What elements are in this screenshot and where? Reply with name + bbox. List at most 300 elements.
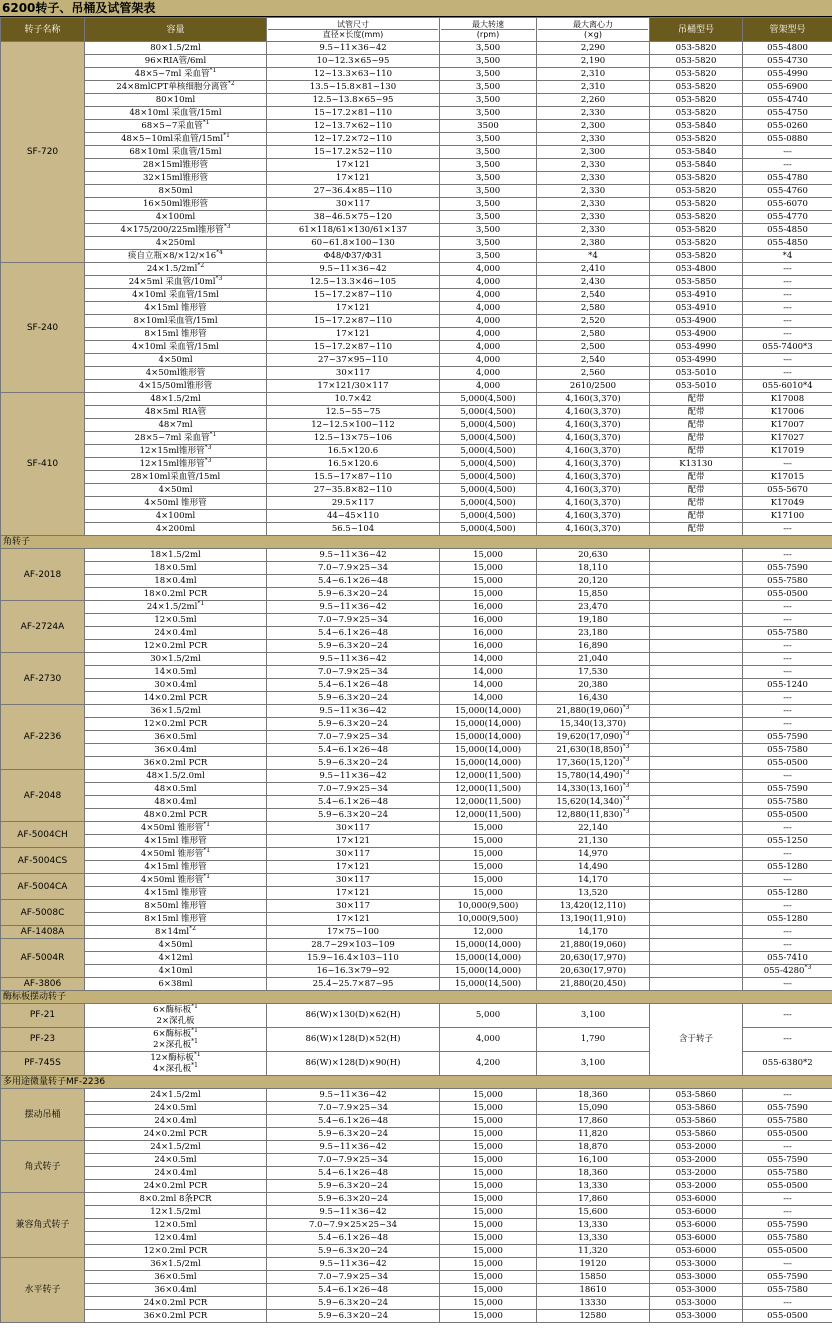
- rack-cell: ---: [743, 900, 832, 913]
- speed-cell: 14,000: [440, 666, 537, 679]
- dimension-cell: 5.4~6.1×26~48: [267, 796, 440, 809]
- speed-cell: 5,000(4,500): [440, 393, 537, 406]
- bucket-cell: [650, 705, 743, 718]
- cell-text: 2×深孔板: [153, 1039, 192, 1050]
- header-row: [1, 18, 832, 42]
- rcf-cell: 14,970: [537, 848, 650, 861]
- bucket-cell: 053-5820: [650, 133, 743, 146]
- speed-cell: 14,000: [440, 653, 537, 666]
- dimension-cell: 86(W)×128(D)×52(H): [267, 1028, 440, 1052]
- bucket-cell: [650, 900, 743, 913]
- speed-cell: 15,000(14,000): [440, 952, 537, 965]
- table-row: [1, 783, 832, 796]
- cell-text: 15,780(14,490): [556, 771, 623, 781]
- speed-cell: 15,000: [440, 822, 537, 835]
- rack-cell: 055-7400*3: [743, 341, 832, 354]
- capacity-line: [86, 1053, 265, 1064]
- bucket-cell: 053-3000: [650, 1297, 743, 1310]
- speed-cell: 16,000: [440, 640, 537, 653]
- bucket-cell: 配带: [650, 510, 743, 523]
- speed-cell: 15,000(14,000): [440, 744, 537, 757]
- rcf-cell: 2,500: [537, 341, 650, 354]
- rack-cell: 055-0880: [743, 133, 832, 146]
- bucket-cell: 053-6000: [650, 1193, 743, 1206]
- bucket-cell: 053-5820: [650, 224, 743, 237]
- rack-cell: [743, 965, 832, 978]
- rotor-name: PF-745S: [1, 1052, 85, 1076]
- speed-cell: 4,000: [440, 1028, 537, 1052]
- rcf-cell: 13,330: [537, 1180, 650, 1193]
- rotor-name: SF-410: [1, 393, 85, 536]
- cell-text: 4×175/200/225ml锥形管: [120, 225, 224, 235]
- header-speed-title: 最大转速: [472, 20, 504, 29]
- rcf-cell: 12580: [537, 1310, 650, 1323]
- capacity-cell: 4×12ml: [85, 952, 267, 965]
- table-row: [1, 679, 832, 692]
- dimension-cell: 12~12.5×100~112: [267, 419, 440, 432]
- rcf-cell: 2,330: [537, 107, 650, 120]
- rcf-cell: 4,160(3,370): [537, 393, 650, 406]
- speed-cell: 15,000: [440, 1271, 537, 1284]
- dimension-cell: 17×121: [267, 887, 440, 900]
- dimension-cell: 5.9~6.3×20~24: [267, 640, 440, 653]
- speed-cell: 15,000(14,000): [440, 731, 537, 744]
- capacity-cell: [85, 926, 267, 939]
- capacity-cell: 12×0.2ml PCR: [85, 640, 267, 653]
- dimension-cell: 60~61.8×100~130: [267, 237, 440, 250]
- rack-cell: 055-1240: [743, 679, 832, 692]
- bucket-cell: [650, 562, 743, 575]
- rack-cell: 055-0500: [743, 1310, 832, 1323]
- footnote-mark: *3: [622, 769, 630, 776]
- rack-cell: 055-4760: [743, 185, 832, 198]
- capacity-cell: 24×0.4ml: [85, 627, 267, 640]
- table-row: [1, 1284, 832, 1297]
- rcf-cell: 14,170: [537, 926, 650, 939]
- rack-cell: ---: [743, 159, 832, 172]
- cell-text: 12×酶标板: [150, 1052, 194, 1063]
- speed-cell: 15,000(14,000): [440, 705, 537, 718]
- footnote-mark: *4: [216, 249, 223, 256]
- rack-cell: 055-6070: [743, 198, 832, 211]
- dimension-cell: 9.5~11×36~42: [267, 42, 440, 55]
- dimension-cell: 15~17.2×87~110: [267, 289, 440, 302]
- rack-cell: 055-7590: [743, 1154, 832, 1167]
- table-row: [1, 302, 832, 315]
- capacity-cell: 36×1.5/2ml: [85, 1258, 267, 1271]
- bucket-cell: 含于转子: [650, 1004, 743, 1076]
- rack-cell: *4: [743, 250, 832, 263]
- dimension-cell: 13.5~15.8×81~130: [267, 81, 440, 94]
- capacity-cell: 4×50ml: [85, 939, 267, 952]
- dimension-cell: 17×121/30×117: [267, 380, 440, 393]
- speed-cell: 15,000(14,000): [440, 757, 537, 770]
- table-row: [1, 770, 832, 783]
- capacity-cell: 30×1.5/2ml: [85, 653, 267, 666]
- dimension-cell: 17×121: [267, 159, 440, 172]
- cell-text: 17,360(15,120): [556, 758, 623, 768]
- table-row: [1, 627, 832, 640]
- rcf-cell: 20,380: [537, 679, 650, 692]
- capacity-cell: 4×15ml 锥形管: [85, 835, 267, 848]
- dimension-cell: 5.4~6.1×26~48: [267, 1167, 440, 1180]
- rcf-cell: 2,330: [537, 198, 650, 211]
- rcf-cell: 2,540: [537, 289, 650, 302]
- rcf-cell: 2,310: [537, 81, 650, 94]
- speed-cell: 5,000(4,500): [440, 510, 537, 523]
- capacity-line: [86, 1016, 265, 1027]
- table-row: [1, 1206, 832, 1219]
- speed-cell: 4,000: [440, 289, 537, 302]
- speed-cell: 3,500: [440, 42, 537, 55]
- rcf-cell: 20,630(17,970): [537, 952, 650, 965]
- footnote-mark: *2: [189, 925, 196, 932]
- speed-cell: 4,000: [440, 315, 537, 328]
- rack-cell: 055-7590: [743, 783, 832, 796]
- table-row: [1, 276, 832, 289]
- dimension-cell: 5.9~6.3×20~24: [267, 757, 440, 770]
- footnote-mark: *2: [197, 262, 205, 269]
- rack-cell: ---: [743, 523, 832, 536]
- capacity-cell: 36×1.5/2ml: [85, 705, 267, 718]
- speed-cell: 3,500: [440, 81, 537, 94]
- footnote-mark: *1: [191, 1027, 198, 1034]
- table-row: [1, 172, 832, 185]
- rotor-name: 兼容角式转子: [1, 1193, 85, 1258]
- bucket-cell: 053-5820: [650, 198, 743, 211]
- dimension-cell: 9.5~11×36~42: [267, 653, 440, 666]
- rack-cell: 055-0500: [743, 588, 832, 601]
- dimension-cell: 16.5×120.6: [267, 445, 440, 458]
- bucket-cell: [650, 874, 743, 887]
- header-rack: 管架型号: [743, 18, 832, 42]
- table-row: [1, 224, 832, 237]
- rcf-cell: 23,470: [537, 601, 650, 614]
- capacity-cell: 4×10ml 采血管/15ml: [85, 289, 267, 302]
- header-rcf-title: 最大离心力: [573, 20, 613, 29]
- dimension-cell: 86(W)×128(D)×90(H): [267, 1052, 440, 1076]
- speed-cell: 15,000: [440, 887, 537, 900]
- capacity-cell: 4×250ml: [85, 237, 267, 250]
- footnote-mark: *3: [622, 756, 630, 763]
- speed-cell: 5,000(4,500): [440, 523, 537, 536]
- header-capacity: 容量: [85, 18, 267, 42]
- dimension-cell: 30×117: [267, 367, 440, 380]
- rack-cell: 055-7580: [743, 627, 832, 640]
- header-rcf-unit: (×g): [538, 29, 648, 39]
- table-row: [1, 68, 832, 81]
- bucket-cell: 053-5860: [650, 1115, 743, 1128]
- capacity-cell: 48×10ml 采血管/15ml: [85, 107, 267, 120]
- bucket-cell: 053-5840: [650, 159, 743, 172]
- capacity-cell: 4×50ml 锥形管: [85, 497, 267, 510]
- bucket-cell: 配带: [650, 523, 743, 536]
- capacity-cell: [85, 601, 267, 614]
- rack-cell: ---: [743, 601, 832, 614]
- dimension-cell: 27~35.8×82~110: [267, 484, 440, 497]
- capacity-cell: 4×50ml: [85, 484, 267, 497]
- rack-cell: 055-7590: [743, 731, 832, 744]
- rack-cell: ---: [743, 1206, 832, 1219]
- table-row: [1, 835, 832, 848]
- rotor-name: AF-2724A: [1, 601, 85, 653]
- section-row: [1, 536, 832, 549]
- rotor-name: AF-2236: [1, 705, 85, 770]
- table-row: [1, 1128, 832, 1141]
- dimension-cell: 7.0~7.9×25~34: [267, 1154, 440, 1167]
- table-row: [1, 1297, 832, 1310]
- table-row: [1, 705, 832, 718]
- rcf-cell: 11,820: [537, 1128, 650, 1141]
- cell-text: 4×50ml 锥形管: [140, 823, 204, 833]
- bucket-cell: [650, 770, 743, 783]
- dimension-cell: 7.0~7.9×25~34: [267, 1271, 440, 1284]
- dimension-cell: 30×117: [267, 198, 440, 211]
- rack-cell: ---: [743, 328, 832, 341]
- capacity-cell: [85, 1004, 267, 1028]
- rcf-cell: 2,330: [537, 159, 650, 172]
- speed-cell: 4,000: [440, 276, 537, 289]
- table-row: [1, 55, 832, 68]
- rack-cell: ---: [743, 367, 832, 380]
- table-row: [1, 549, 832, 562]
- speed-cell: 3,500: [440, 133, 537, 146]
- dimension-cell: 9.5~11×36~42: [267, 770, 440, 783]
- dimension-cell: 5.9~6.3×20~24: [267, 588, 440, 601]
- bucket-cell: 053-5840: [650, 120, 743, 133]
- capacity-cell: [85, 120, 267, 133]
- rack-cell: K17027: [743, 432, 832, 445]
- speed-cell: 4,000: [440, 328, 537, 341]
- header-dimension-title: 试管尺寸: [337, 20, 369, 29]
- rcf-cell: 18610: [537, 1284, 650, 1297]
- bucket-cell: 053-6000: [650, 1245, 743, 1258]
- capacity-cell: 8×0.2ml 8条PCR: [85, 1193, 267, 1206]
- capacity-cell: 4×100ml: [85, 211, 267, 224]
- table-row: [1, 666, 832, 679]
- table-row: [1, 614, 832, 627]
- cell-text: 4×深孔板: [153, 1063, 192, 1074]
- rack-cell: 055-1280: [743, 887, 832, 900]
- dimension-cell: 7.0~7.9×25~34: [267, 614, 440, 627]
- footnote-mark: *3: [622, 782, 630, 789]
- cell-text: 12×15ml锥形管: [139, 459, 205, 469]
- speed-cell: 10,000(9,500): [440, 900, 537, 913]
- rcf-cell: 2,190: [537, 55, 650, 68]
- bucket-cell: K13130: [650, 458, 743, 471]
- dimension-cell: 30×117: [267, 822, 440, 835]
- table-row: [1, 1245, 832, 1258]
- table-row: [1, 1193, 832, 1206]
- bucket-cell: 配带: [650, 484, 743, 497]
- rack-cell: 055-4850: [743, 237, 832, 250]
- table-row: [1, 887, 832, 900]
- capacity-cell: 48×7ml: [85, 419, 267, 432]
- table-row: [1, 653, 832, 666]
- dimension-cell: 12.5~13×75~106: [267, 432, 440, 445]
- rcf-cell: 21,130: [537, 835, 650, 848]
- bucket-cell: 053-5820: [650, 42, 743, 55]
- speed-cell: 3,500: [440, 55, 537, 68]
- bucket-cell: 053-4900: [650, 328, 743, 341]
- header-speed-unit: (rpm): [441, 29, 535, 39]
- rcf-cell: 23,180: [537, 627, 650, 640]
- capacity-cell: 14×0.5ml: [85, 666, 267, 679]
- rcf-cell: 2,310: [537, 68, 650, 81]
- rack-cell: K17049: [743, 497, 832, 510]
- rcf-cell: 16,100: [537, 1154, 650, 1167]
- section-title: 角转子: [1, 536, 832, 549]
- rack-cell: ---: [743, 302, 832, 315]
- footnote-mark: *1: [223, 132, 230, 139]
- dimension-cell: 38~46.5×75~120: [267, 211, 440, 224]
- rcf-cell: 2,330: [537, 211, 650, 224]
- bucket-cell: [650, 822, 743, 835]
- speed-cell: 16,000: [440, 614, 537, 627]
- rack-cell: 055-4740: [743, 94, 832, 107]
- bucket-cell: 053-5820: [650, 237, 743, 250]
- bucket-cell: 053-5010: [650, 380, 743, 393]
- bucket-cell: 053-4910: [650, 289, 743, 302]
- table-row: [1, 926, 832, 939]
- speed-cell: 15,000: [440, 549, 537, 562]
- cell-text: 055-4280: [763, 966, 805, 976]
- capacity-cell: 12×0.2ml PCR: [85, 1245, 267, 1258]
- footnote-mark: *3: [215, 275, 223, 282]
- table-row: [1, 575, 832, 588]
- dimension-cell: 15.5~17×87~110: [267, 471, 440, 484]
- speed-cell: 15,000: [440, 1284, 537, 1297]
- dimension-cell: 30×117: [267, 848, 440, 861]
- bucket-cell: 053-3000: [650, 1284, 743, 1297]
- capacity-cell: 24×0.2ml PCR: [85, 1128, 267, 1141]
- capacity-line: [86, 1061, 265, 1075]
- table-row: [1, 1102, 832, 1115]
- bucket-cell: 配带: [650, 393, 743, 406]
- table-row: [1, 913, 832, 926]
- rotor-name: 摆动吊桶: [1, 1089, 85, 1141]
- rcf-cell: 2,330: [537, 185, 650, 198]
- table-row: [1, 159, 832, 172]
- rack-cell: 055-7590: [743, 1102, 832, 1115]
- rack-cell: 055-4750: [743, 107, 832, 120]
- capacity-cell: 80×1.5/2ml: [85, 42, 267, 55]
- bucket-cell: 053-4800: [650, 263, 743, 276]
- speed-cell: 10,000(9,500): [440, 913, 537, 926]
- dimension-cell: 5.9~6.3×20~24: [267, 718, 440, 731]
- dimension-cell: 5.4~6.1×26~48: [267, 1284, 440, 1297]
- table-row: [1, 250, 832, 263]
- rcf-cell: 2,380: [537, 237, 650, 250]
- rack-cell: 055-4730: [743, 55, 832, 68]
- cell-text: 24×5ml 采血管/10ml: [128, 277, 216, 287]
- speed-cell: 12,000(11,500): [440, 809, 537, 822]
- table-row: [1, 978, 832, 991]
- rack-cell: K17006: [743, 406, 832, 419]
- dimension-cell: 17×75~100: [267, 926, 440, 939]
- rack-cell: K17019: [743, 445, 832, 458]
- capacity-cell: 48×0.2ml PCR: [85, 809, 267, 822]
- rcf-cell: 13,190(11,910): [537, 913, 650, 926]
- bucket-cell: 053-2000: [650, 1167, 743, 1180]
- footnote-mark: *3: [804, 964, 812, 971]
- table-row: [1, 731, 832, 744]
- footnote-mark: *3: [622, 704, 630, 711]
- dimension-cell: 61×118/61×130/61×137: [267, 224, 440, 237]
- rcf-cell: 14,170: [537, 874, 650, 887]
- capacity-line: [86, 1029, 265, 1040]
- rack-cell: ---: [743, 614, 832, 627]
- table-row: [1, 497, 832, 510]
- rack-cell: 055-6010*4: [743, 380, 832, 393]
- cell-text: 15,620(14,340): [556, 797, 623, 807]
- rack-cell: ---: [743, 770, 832, 783]
- dimension-cell: 12.5~13.3×46~105: [267, 276, 440, 289]
- dimension-cell: 10~12.3×65~95: [267, 55, 440, 68]
- speed-cell: 5,000(4,500): [440, 432, 537, 445]
- rotor-name: SF-720: [1, 42, 85, 263]
- bucket-cell: 053-5860: [650, 1102, 743, 1115]
- rack-cell: ---: [743, 666, 832, 679]
- rack-cell: 055-4850: [743, 224, 832, 237]
- rcf-cell: 13,330: [537, 1219, 650, 1232]
- table-row: [1, 939, 832, 952]
- header-rcf: [537, 18, 650, 42]
- rcf-cell: 22,140: [537, 822, 650, 835]
- capacity-cell: 16×50ml锥形管: [85, 198, 267, 211]
- speed-cell: 4,000: [440, 263, 537, 276]
- capacity-cell: [85, 133, 267, 146]
- rcf-cell: 15,850: [537, 588, 650, 601]
- footnote-mark: *1: [191, 1003, 198, 1010]
- dimension-cell: 27~36.4×85~110: [267, 185, 440, 198]
- table-row: [1, 861, 832, 874]
- rack-cell: K17007: [743, 419, 832, 432]
- bucket-cell: 配带: [650, 432, 743, 445]
- table-row: [1, 354, 832, 367]
- table-row: [1, 81, 832, 94]
- capacity-cell: 24×0.5ml: [85, 1154, 267, 1167]
- rcf-cell: [537, 783, 650, 796]
- capacity-cell: 30×0.4ml: [85, 679, 267, 692]
- table-row: [1, 458, 832, 471]
- bucket-cell: 053-5820: [650, 185, 743, 198]
- rotor-name: AF-5004R: [1, 939, 85, 978]
- rcf-cell: 16,890: [537, 640, 650, 653]
- speed-cell: 15,000: [440, 562, 537, 575]
- table-row: [1, 471, 832, 484]
- speed-cell: 15,000: [440, 1258, 537, 1271]
- cell-text: 4×50ml 锥形管: [140, 875, 204, 885]
- rcf-cell: 2,330: [537, 172, 650, 185]
- bucket-cell: 053-4990: [650, 341, 743, 354]
- dimension-cell: 17×121: [267, 172, 440, 185]
- speed-cell: 15,000: [440, 1089, 537, 1102]
- rack-cell: 055-7580: [743, 1232, 832, 1245]
- rcf-cell: 2,520: [537, 315, 650, 328]
- rack-cell: ---: [743, 1089, 832, 1102]
- rcf-cell: 2,300: [537, 120, 650, 133]
- speed-cell: 15,000: [440, 1141, 537, 1154]
- rcf-cell: 4,160(3,370): [537, 406, 650, 419]
- cell-text: 6×酶标板: [153, 1028, 192, 1039]
- speed-cell: 5,000: [440, 1004, 537, 1028]
- table-row: [1, 237, 832, 250]
- speed-cell: 5,000(4,500): [440, 419, 537, 432]
- capacity-cell: 4×200ml: [85, 523, 267, 536]
- speed-cell: 3,500: [440, 237, 537, 250]
- rotor-name: PF-23: [1, 1028, 85, 1052]
